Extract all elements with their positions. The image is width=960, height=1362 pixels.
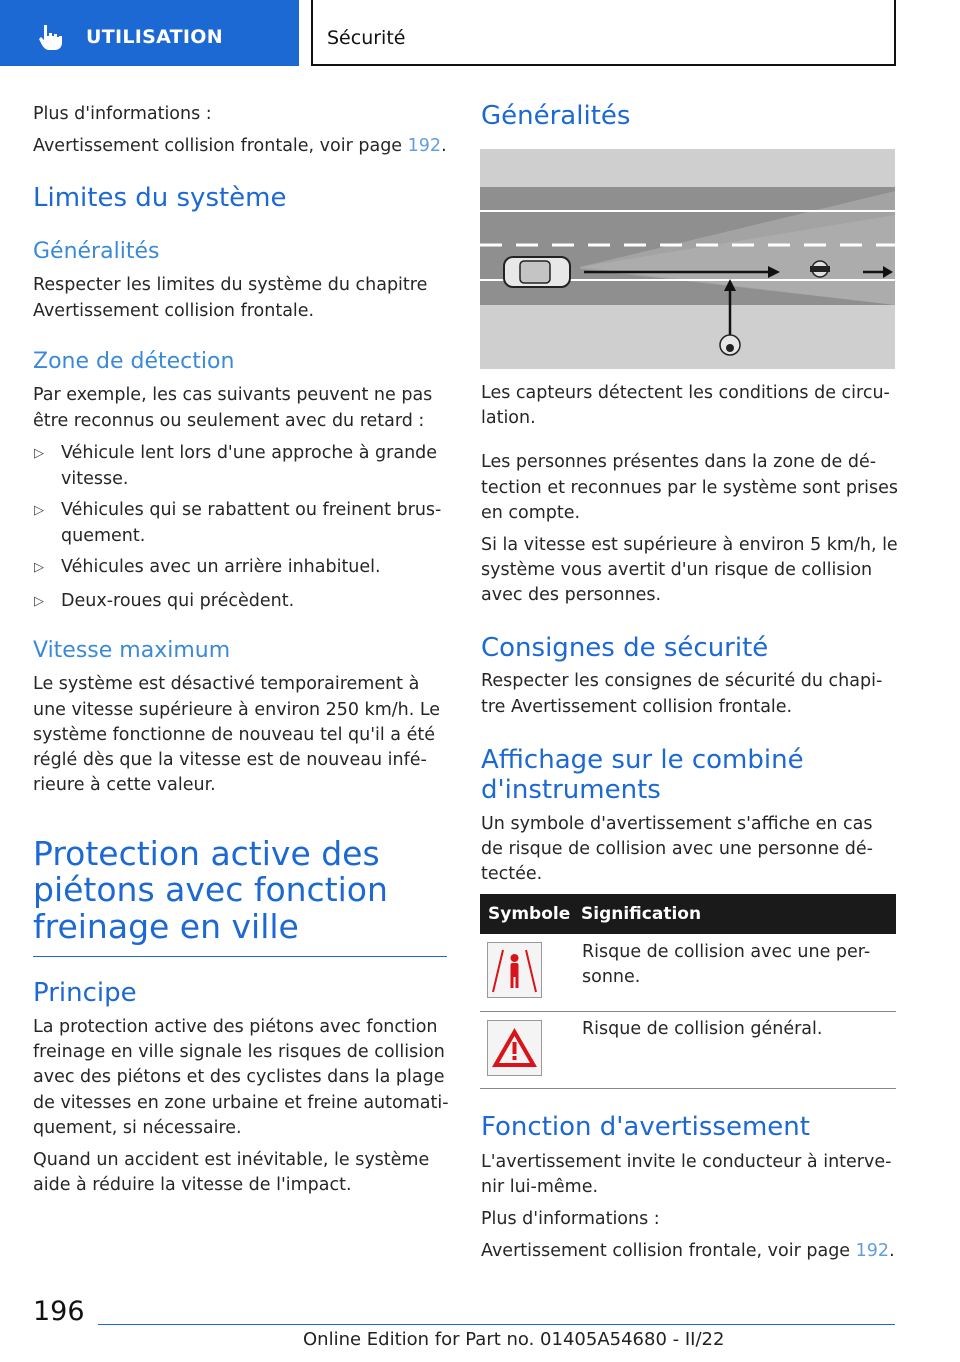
speed-text-line: une vitesse supérieure à environ 250 km/h. Le (33, 700, 441, 720)
chapter-heading-line: Protection active des (33, 834, 380, 873)
general-text-line: Respecter les limites du système du chapitre (33, 275, 428, 295)
warning-text-line: L'avertissement invite le conducteur à interve- (481, 1152, 892, 1172)
cross-reference-text: Avertissement collision frontale, voir page (33, 136, 403, 156)
display-text-line: Un symbole d'avertissement s'affiche en cas (481, 814, 873, 834)
table-cell-text: Risque de collision avec une per- (582, 942, 871, 962)
sensors-text-line: lation. (481, 408, 536, 428)
accident-text-line: Quand un accident est inévitable, le système (33, 1150, 430, 1170)
table-row-divider (480, 1011, 896, 1012)
page-link[interactable]: 192 (855, 1241, 890, 1261)
bullet-arrow-icon: ▷ (34, 446, 44, 461)
pedestrian-icon (720, 335, 740, 355)
cross-reference-text: Avertissement collision frontale, voir page (481, 1241, 851, 1261)
page-number: 196 (33, 1296, 85, 1327)
section-header (311, 0, 896, 66)
zone-text-line: être reconnus ou seulement avec du retard : (33, 411, 425, 431)
table-cell-text: sonne. (582, 967, 641, 987)
sensors-text-line: Les capteurs détectent les conditions de circu- (481, 383, 890, 403)
persons-text-line: Les personnes présentes dans la zone de dé- (481, 452, 877, 472)
display-heading-line: d'instruments (481, 775, 661, 805)
zone-subheading: Zone de détection (33, 349, 235, 374)
more-info-label: Plus d'informations : (481, 1209, 660, 1229)
warning-text-line: nir lui-même. (481, 1177, 599, 1197)
bullet-text: Véhicules avec un arrière inhabituel. (61, 557, 381, 577)
bullet-arrow-icon: ▷ (34, 594, 44, 609)
car-icon (504, 257, 570, 287)
safety-text-line: tre Avertissement collision frontale. (481, 697, 793, 717)
meaning-column-header: Signification (581, 904, 702, 924)
pointing-hand-icon (36, 22, 66, 52)
table-cell-text: Risque de collision général. (582, 1019, 823, 1039)
principle-text-line: avec des piétons et des cyclistes dans la plage (33, 1067, 445, 1087)
persons-text-line: tection et reconnues par le système sont prises (481, 478, 899, 498)
principle-heading: Principe (33, 978, 137, 1008)
edition-note: Online Edition for Part no. 01405A54680 - II/22 (303, 1329, 725, 1350)
principle-text-line: de vitesses en zone urbaine et freine automati- (33, 1093, 449, 1113)
general-subheading: Généralités (33, 239, 160, 264)
section-title: Sécurité (327, 27, 406, 49)
bullet-text: vitesse. (61, 469, 129, 489)
speed-text-line: Si la vitesse est supérieure à environ 5 km/h, le (481, 535, 898, 555)
safety-heading: Consignes de sécurité (481, 633, 769, 663)
general-warning-icon (487, 1020, 542, 1076)
general-text-line: Avertissement collision frontale. (33, 301, 315, 321)
speed-text-line: système fonctionne de nouveau tel qu'il a été (33, 725, 435, 745)
more-info-label: Plus d'informations : (33, 104, 212, 124)
zone-text-line: Par exemple, les cas suivants peuvent ne pas (33, 385, 433, 405)
chapter-title: UTILISATION (86, 26, 223, 48)
cross-reference-end: . (441, 136, 447, 156)
bullet-text: Deux-roues qui précèdent. (61, 591, 295, 611)
cross-reference (481, 1239, 895, 1265)
bullet-text: Véhicules qui se rabattent ou freinent brus- (61, 500, 442, 520)
bullet-text: Véhicule lent lors d'une approche à grande (61, 443, 438, 463)
heading-divider (33, 956, 447, 957)
symbol-column-header: Symbole (488, 904, 571, 924)
display-text-line: tectée. (481, 864, 543, 884)
chapter-tab (0, 0, 299, 66)
detection-zone-illustration (480, 149, 895, 369)
warning-function-heading: Fonction d'avertissement (481, 1112, 810, 1142)
principle-text-line: La protection active des piétons avec fonction (33, 1017, 438, 1037)
chapter-heading-line: freinage en ville (33, 907, 299, 946)
principle-text-line: freinage en ville signale les risques de collision (33, 1042, 445, 1062)
safety-text-line: Respecter les consignes de sécurité du chapi- (481, 671, 883, 691)
accident-text-line: aide à réduire la vitesse de l'impact. (33, 1175, 352, 1195)
chapter-heading-line: piétons avec fonction (33, 870, 388, 909)
persons-text-line: en compte. (481, 503, 581, 523)
speed-text-line: rieure à cette valeur. (33, 775, 216, 795)
speed-text-line: réglé dès que la vitesse est de nouveau infé- (33, 750, 427, 770)
pedestrian-warning-icon (487, 942, 542, 998)
cross-reference-end: . (889, 1241, 895, 1261)
limits-heading: Limites du système (33, 183, 287, 213)
general-heading: Généralités (481, 101, 631, 131)
speed-text-line: système vous avertit d'un risque de collision (481, 560, 873, 580)
table-bottom-divider (480, 1088, 896, 1089)
footer-divider (98, 1324, 895, 1325)
page-link[interactable]: 192 (407, 136, 442, 156)
bullet-arrow-icon: ▷ (34, 503, 44, 518)
speed-text-line: Le système est désactivé temporairement à (33, 674, 420, 694)
cross-reference (33, 134, 447, 160)
speed-text-line: avec des personnes. (481, 585, 662, 605)
bullet-text: quement. (61, 526, 146, 546)
display-text-line: de risque de collision avec une personne dé- (481, 839, 873, 859)
principle-text-line: quement, si nécessaire. (33, 1118, 242, 1138)
display-heading-line: Affichage sur le combiné (481, 745, 804, 775)
bullet-arrow-icon: ▷ (34, 560, 44, 575)
symbol-table-header (480, 894, 896, 934)
speed-subheading: Vitesse maximum (33, 638, 231, 663)
